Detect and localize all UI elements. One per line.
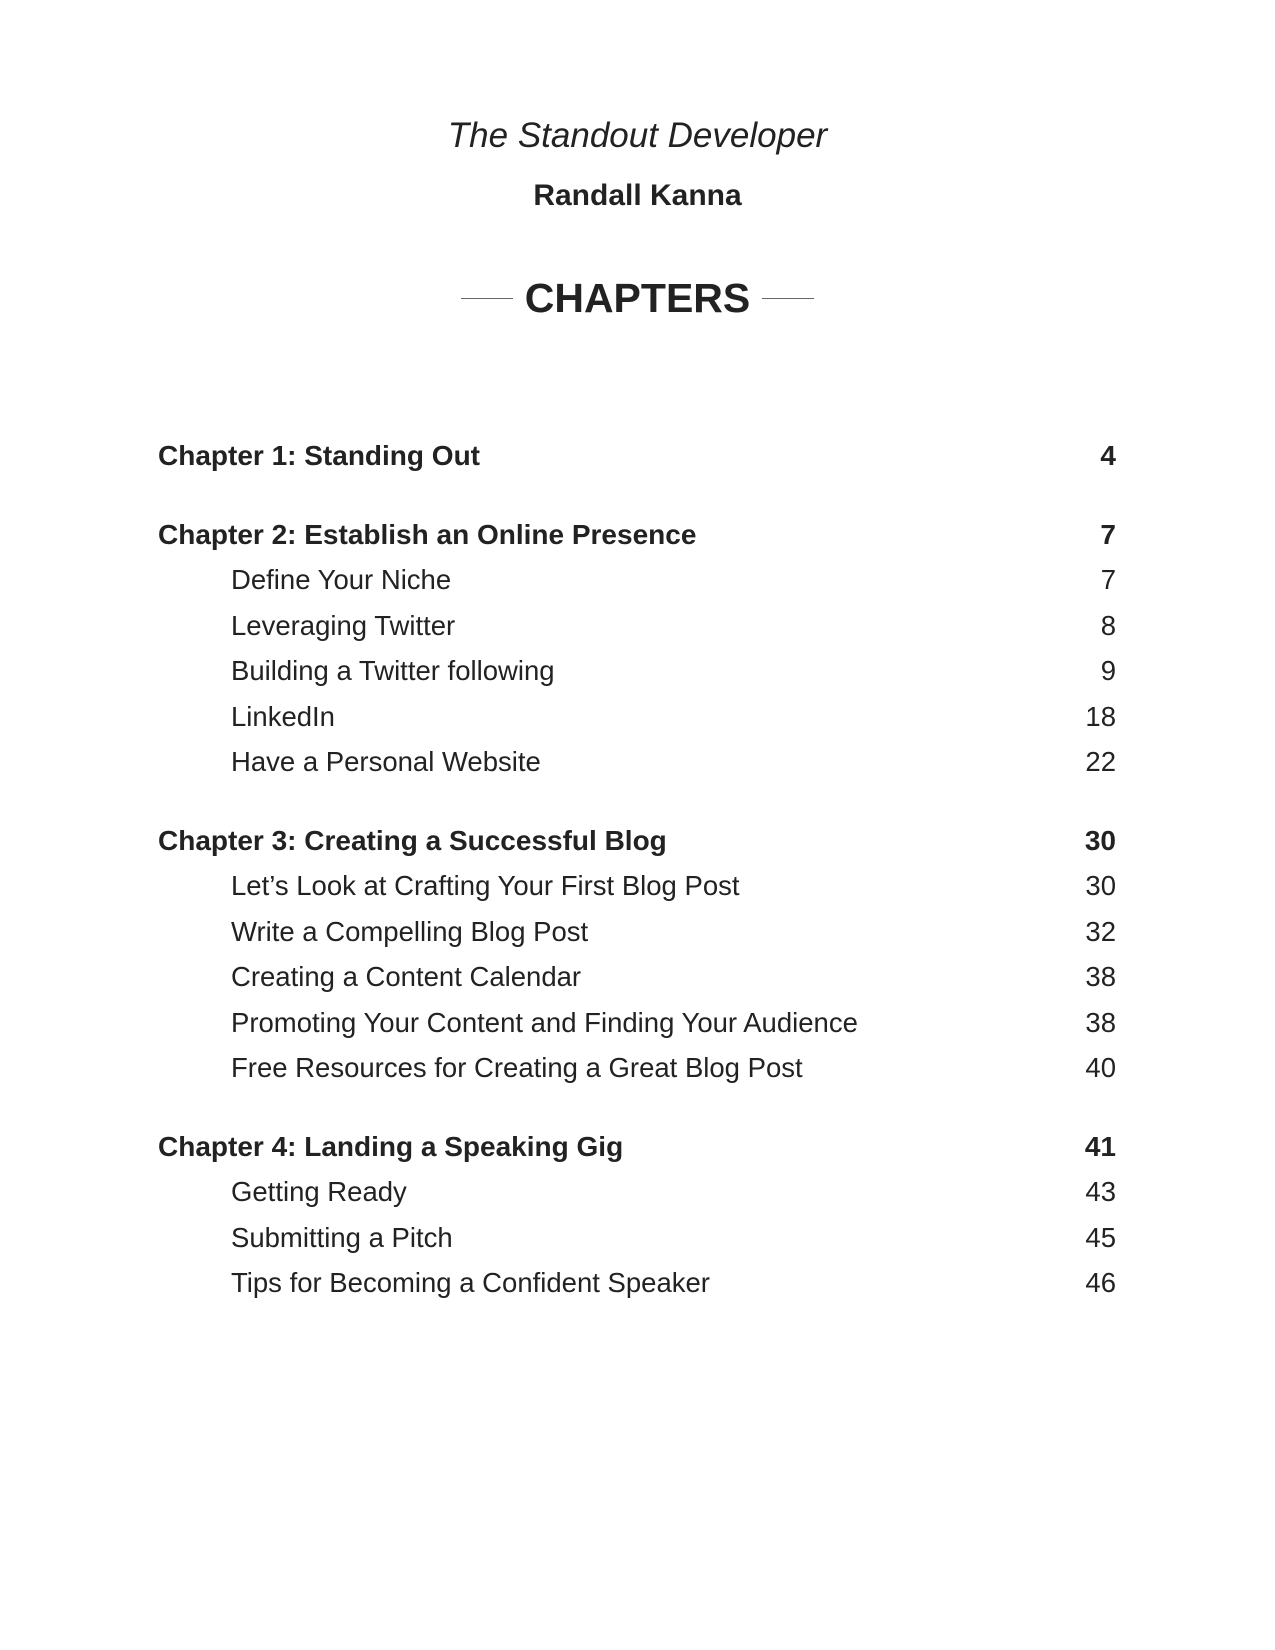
section-page-number: 8 — [1100, 609, 1116, 641]
section-page-number: 22 — [1085, 746, 1116, 777]
section-entry[interactable] — [158, 557, 1116, 603]
chapter-entry[interactable] — [158, 1124, 1116, 1170]
section-page-number: 38 — [1085, 961, 1116, 992]
section-page-number: 40 — [1085, 1052, 1116, 1083]
section-page-number: 32 — [1085, 915, 1116, 947]
heading-rule-right — [762, 298, 814, 299]
toc-chapter-3 — [158, 818, 1116, 1091]
chapter-title: Chapter 4: Landing a Speaking Gig — [158, 1130, 624, 1162]
section-title: LinkedIn — [231, 700, 335, 732]
heading-rule-left — [461, 298, 513, 299]
toc-chapter-4 — [158, 1124, 1116, 1306]
section-entry[interactable] — [158, 739, 1116, 785]
section-entry[interactable] — [158, 648, 1116, 694]
chapter-entry[interactable] — [158, 818, 1116, 864]
section-title: Leveraging Twitter — [231, 609, 456, 641]
chapter-page-number: 41 — [1084, 1130, 1116, 1162]
section-page-number: 9 — [1100, 655, 1116, 686]
section-entry[interactable] — [158, 1045, 1116, 1091]
section-entry[interactable] — [158, 954, 1116, 1000]
chapter-page-number: 7 — [1100, 518, 1116, 550]
section-entry[interactable] — [158, 694, 1116, 740]
section-page-number: 45 — [1085, 1221, 1116, 1253]
chapters-label: CHAPTERS — [524, 275, 751, 321]
section-entry[interactable] — [158, 909, 1116, 955]
section-title: Creating a Content Calendar — [231, 961, 582, 992]
section-title: Getting Ready — [231, 1176, 407, 1207]
section-title: Submitting a Pitch — [231, 1221, 453, 1253]
section-title: Promoting Your Content and Finding Your Audience — [231, 1006, 858, 1038]
section-entry[interactable] — [158, 603, 1116, 649]
author-name: Randall Kanna — [533, 179, 742, 212]
toc-chapter-1 — [158, 433, 1116, 479]
section-title: Have a Personal Website — [231, 746, 541, 777]
section-title: Write a Compelling Blog Post — [231, 915, 589, 947]
section-page-number: 18 — [1085, 700, 1116, 732]
chapters-heading — [0, 272, 1275, 324]
toc-chapter-2 — [158, 512, 1116, 785]
section-entry[interactable] — [158, 863, 1116, 909]
book-title: The Standout Developer — [447, 116, 828, 155]
chapter-entry[interactable] — [158, 433, 1116, 479]
chapter-title: Chapter 3: Creating a Successful Blog — [158, 824, 667, 856]
section-page-number: 43 — [1085, 1176, 1116, 1207]
section-title: Free Resources for Creating a Great Blog Post — [231, 1052, 803, 1083]
table-of-contents — [158, 433, 1116, 1339]
section-page-number: 7 — [1100, 564, 1116, 595]
section-page-number: 46 — [1085, 1267, 1116, 1298]
chapter-page-number: 4 — [1100, 440, 1116, 471]
section-entry[interactable] — [158, 1260, 1116, 1306]
chapter-entry[interactable] — [158, 512, 1116, 558]
section-title: Tips for Becoming a Confident Speaker — [231, 1267, 710, 1298]
section-title: Let’s Look at Crafting Your First Blog Post — [231, 870, 740, 901]
section-page-number: 30 — [1085, 870, 1116, 901]
section-page-number: 38 — [1085, 1006, 1116, 1038]
section-title: Building a Twitter following — [231, 655, 555, 686]
section-entry[interactable] — [158, 1169, 1116, 1215]
chapter-title: Chapter 2: Establish an Online Presence — [158, 518, 697, 550]
chapter-page-number: 30 — [1084, 824, 1116, 856]
section-entry[interactable] — [158, 1215, 1116, 1261]
section-entry[interactable] — [158, 1000, 1116, 1046]
section-title: Define Your Niche — [231, 564, 452, 595]
chapter-title: Chapter 1: Standing Out — [158, 440, 480, 471]
